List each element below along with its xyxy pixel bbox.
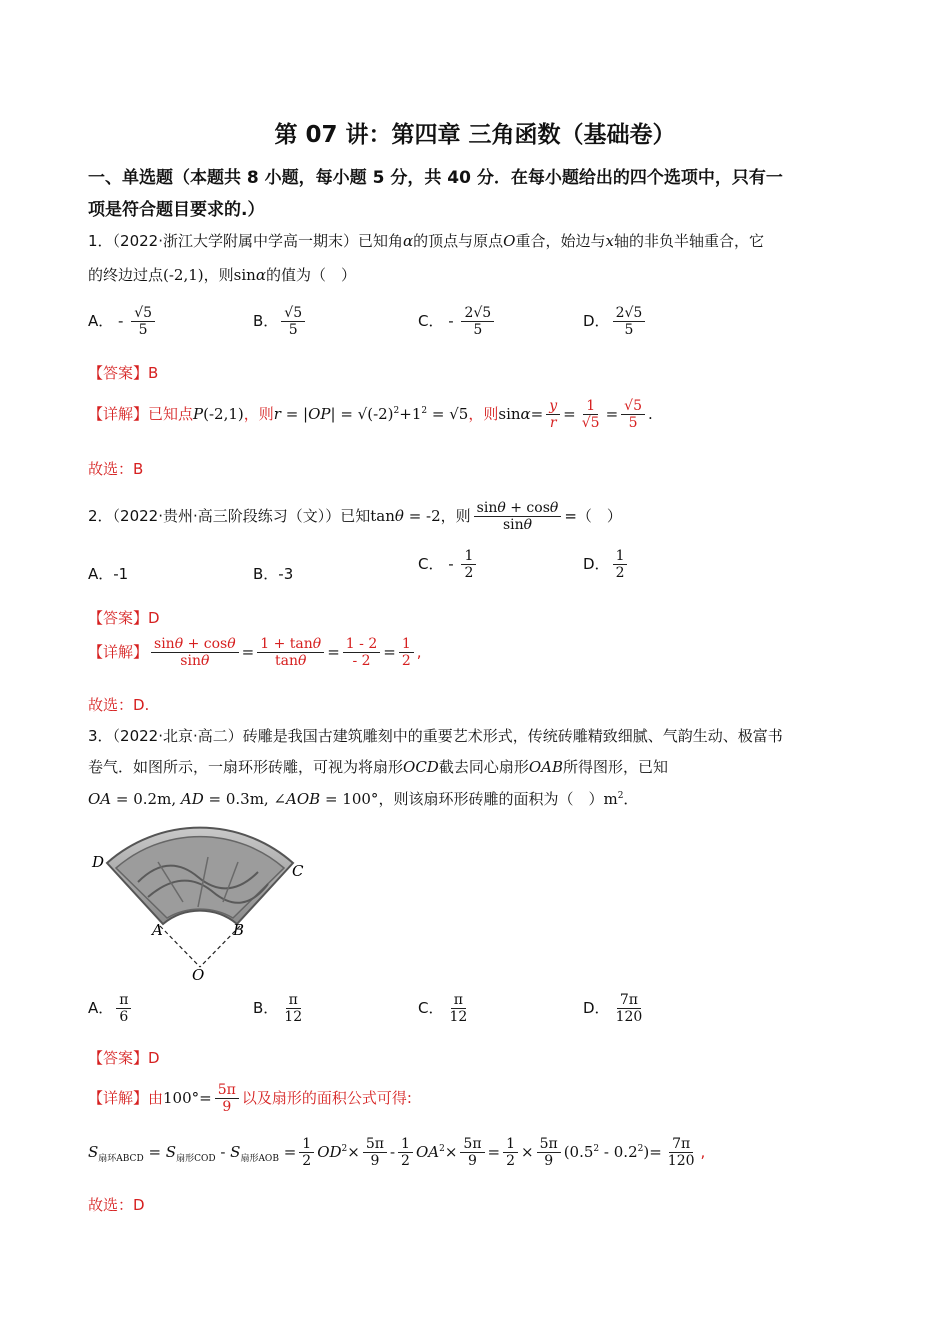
q3-answer: 【答案】D: [88, 1049, 160, 1067]
q3-conclusion: 故选：D: [88, 1196, 145, 1214]
q3-option-a[interactable]: A． $\frac{\pi}{6}$: [88, 992, 134, 1025]
section-heading-line1: 一、单选题（本题共 8 小题，每小题 5 分，共 40 分．在每小题给出的四个选项中，只有一: [88, 168, 783, 188]
q2-detail: 【详解】 $\frac{\sin\theta + \cos\theta}{\sin\theta}$ = $\frac{1 + \tan\theta}{\tan\theta}$ = $\frac{1 - 2}{- 2}$ = $\frac{1}{2}$ ,: [88, 636, 422, 670]
q1-option-b[interactable]: B． $\frac{√5}{5}$: [253, 305, 308, 338]
q2-conclusion: 故选：D.: [88, 696, 150, 714]
q3-stem-line1: 3．（2022·北京·高二）砖雕是我国古建筑雕刻中的重要艺术形式，传统砖雕精致细腻、气韵生动、极富书: [88, 727, 783, 745]
q2-option-d[interactable]: D． $\frac{1}{2}$: [583, 548, 630, 581]
q1-option-a[interactable]: A． - $\frac{√5}{5}$: [88, 305, 158, 338]
q1-detail: 【详解】已知点P(-2,1)，则$r = |OP| = √(-2)^2+1^2 = √5$，则sinα= $\frac{y}{r}$ = $\frac{1}{√5}$ = $\frac{√5}{5}$ .: [88, 398, 653, 432]
q3-stem-line2: 卷气．如图所示，一扇环形砖雕，可视为将扇形OCD截去同心扇形OAB所得图形，已知: [88, 758, 669, 776]
section-heading-line2: 项是符合题目要求的.）: [88, 200, 265, 220]
q2-option-a[interactable]: A．-1: [88, 565, 129, 583]
q2-answer: 【答案】D: [88, 609, 160, 627]
label-a: A: [152, 921, 163, 939]
label-b: B: [233, 921, 245, 939]
q3-detail-formula: $S_{扇环ABCD} = S_{扇形COD} - S_{扇形AOB}$ = $\frac{1}{2}$ $OD^2\times$ $\frac{5\pi}{9}$ - $\frac{1}{2}$ $OA^2\times$ $\frac{5\pi}{9}$ = $\frac{1}{2}$ × $\frac{5\pi}{9}$ $(0.5^2 - 0.2^2)=$ $\frac{7\pi}{120}$ ,: [88, 1136, 706, 1170]
alpha-symbol: α: [403, 232, 414, 250]
q2-stem: 2．（2022·贵州·高三阶段练习（文））已知tanθ = -2，则 $\frac{\sin\theta + \cos\theta}{\sin\theta}$ =（ ）: [88, 500, 622, 534]
q3-option-b[interactable]: B． $\frac{\pi}{12}$: [253, 992, 303, 1026]
label-o: O: [192, 966, 205, 982]
q1-answer: 【答案】B: [88, 364, 159, 382]
q1-conclusion: 故选：B: [88, 460, 144, 478]
q2-option-b[interactable]: B．-3: [253, 565, 294, 583]
sector-annulus-shape: [107, 828, 293, 924]
q1-stem-line2: 的终边过点(-2,1)，则sinα的值为（ ）: [88, 266, 356, 284]
q1-stem-line1: 1．（2022·浙江大学附属中学高一期末）已知角α的顶点与原点O重合，始边与x轴的非负半轴重合，它: [88, 232, 764, 250]
fan-brick-carving-figure: [88, 822, 318, 982]
q1-option-c[interactable]: C． - $\frac{2√5}{5}$: [418, 305, 497, 338]
q3-option-d[interactable]: D． $\frac{7\pi}{120}$: [583, 992, 643, 1026]
q3-stem-line3: OA = 0.2m, AD = 0.3m, ∠AOB = 100°，则该扇环形砖雕的面积为（ ）$m^2$．: [88, 790, 639, 808]
q1-option-d[interactable]: D． $\frac{2√5}{5}$: [583, 305, 648, 338]
q3-detail-line1: 【详解】由100°= $\frac{5\pi}{9}$ 以及扇形的面积公式可得:: [88, 1082, 412, 1116]
page-title: 第 07 讲：第四章 三角函数（基础卷）: [274, 122, 676, 148]
label-c: C: [292, 862, 304, 880]
label-d: D: [92, 853, 105, 871]
q2-option-c[interactable]: C． - $\frac{1}{2}$: [418, 548, 479, 581]
q3-option-c[interactable]: C． $\frac{\pi}{12}$: [418, 992, 468, 1026]
